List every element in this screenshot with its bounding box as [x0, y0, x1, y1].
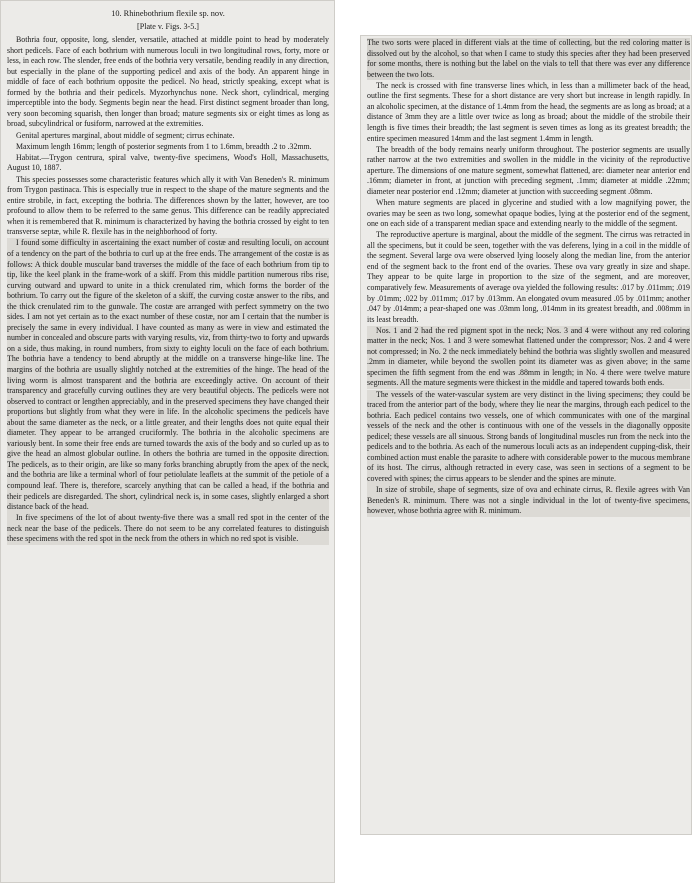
conclusion-paragraph: In size of strobile, shape of segments, size of ova and echinate cirrus, R. flexile agrees with Van Beneden's R. minimum. There was not a single individual in the lot of twenty-five specimens, however, whose bothria agree with R. minimum.	[367, 485, 690, 516]
genital-apertures-paragraph: Genital apertures marginal, about middle of segment; cirrus echinate.	[16, 130, 235, 140]
specimens-paragraph: Nos. 1 and 2 had the red pigment spot in the neck; Nos. 3 and 4 were without any red coloring matter in the neck; Nos. 1 and 3 were somewhat flattened under the compressor; Nos. 2 and 4 were not compressed; in No. 2 the neck immediately behind the bothria was slightly swollen and measured .2mm in diameter, while beyond the swollen point its diameter was as given above; in the same specimen the fifth segment from the end was .88mm in length; in No. 4 there were twelve mature segments. All the mature segments were thickest in the middle and tapered towards both ends.	[367, 325, 690, 388]
left-page-text-column	[7, 7, 329, 879]
species-heading: 10. Rhinebothrium flexile sp. nov.	[111, 9, 225, 18]
habitat-paragraph: Habitat.—Trygon centrura, spiral valve, twenty-five specimens, Wood's Holl, Massachusetts, August 10, 1887.	[7, 152, 329, 173]
reproductive-aperture-paragraph: The reproductive aperture is marginal, about the middle of the segment. The cirrus was retracted in all the specimens, but it could be seen, together with the vas deferens, lying in a coil in the middle of the segment. Several large ova were observed lying loosely along the median line, from the anterior end of the segment back to the front end of the ovaries. These ova vary greatly in size and shape. They appear to be quite large in proportion to the size of the segment, and are moreover, comparatively few. Measurements of average ova yielded the following results: .017 by .011mm; .019 by .01mm; .022 by .011mm; .017 by .013mm. An elongated ovum measured .05 by .011mm; another .047 by .014mm; a pear-shaped one was .03mm long, .014mm in its greatest breadth, and .008mm in its least breadth.	[367, 230, 690, 324]
right-page-scan	[360, 35, 692, 835]
ovaries-paragraph: When mature segments are placed in glycerine and studied with a low magnifying power, the ovaries may be seen as two long, somewhat opaque bodies, lying at the posterior end of the segment, one on each side of a transparent median space and extending nearly to the middle of the segment.	[367, 197, 690, 229]
neck-segments-paragraph: The neck is crossed with fine transverse lines which, in less than a millimeter back of the head, outline the first segments. These for a short distance are very short but increase in length rapidly. In an alcoholic specimen, at the distance of 1.4mm from the head, the segments are as long as broad; at a distance of 3mm they are a little over twice as long as broad; about the middle of the strobile their length is five times their breadth; the last segment is seven times as long as its greatest breadth; the entire specimen measured 14mm and the last segment 1.4mm in length.	[367, 80, 690, 143]
measurements-paragraph: Maximum length 16mm; length of posterior segments from 1 to 1.6mm, breadth .2 to .32mm.	[16, 141, 312, 151]
comparison-paragraph: This species possesses some characteristic features which ally it with Van Beneden's R. minimum from Trygon pastinaca. This is especially true in respect to the shape of the mature segments and the entire strobile, in fact, excepting the bothria. The differences shown by the latter, however, are too profound to allow them to be referred to the same genus. This difference can be readily appreciated when it is remembered that R. minimum is characterized by having the bothria crossed by eight to ten transverse septæ, while R. flexile has in the neighborhood of forty.	[7, 174, 329, 237]
costae-paragraph: I found some difficulty in ascertaining the exact number of costæ and resulting loculi, on account of a tendency on the part of the bothria to curl up at the free ends. The arrangement of the costæ is as follows: A thick double muscular band traverses the middle of the face of each bothrium from tip to tip, like the keel plank in the frame-work of a skiff. From this middle partition numerous ribs rise, curving outward and upward to unite in a thick crenulated rim, which forms the border of the bothrium. To carry out the figure of the skeleton of a skiff, the curving costæ answer to the ribs, and the thick crenulated rim to the gunwale. The costæ are arranged with perfect symmetry on the two sides. I am not yet certain as to the exact number of these costæ, nor am I certain that the number is precisely the same in every individual. I have counted as many as were in view and estimated the number in concealed and obscure parts with varying results, viz, from thirty-two to forty and upwards on a side, thus making, in round numbers, from sixty to eighty loculi on the face of each bothrium. The bothria have a tendency to bend abruptly at the middle on a transverse hinge-like line. The margins of the bothria are usually slightly notched at the extremities of the hinge. The head of the living worm is almost transparent and the bothria are exceedingly active. On account of their transparency and gracefully curving outlines they are very beautiful objects. The pedicels were not observed to contract or lengthen appreciably, and in the preserved specimens they have changed their proportions but slightly from what they were in life. In the alcoholic specimens the pedicels have about the same diameter as the neck, or a little greater, and their lengths does not quite equal their diameter. They appear to be arranged cruciformly. The bothria in the alcoholic specimens are variously bent. In some their free ends are turned towards the axis of the body and so curled up as to give the head an almost globular outline. In others the bothria are turned in the opposite direction. The pedicels, as to their origin, are like so many forks branching abruptly from the apex of the neck, and the bothria are like a terminal whorl of four petiolulate leaflets at the summit of the petiole of a compound leaf. There is, therefore, scarcely anything that can be called a head, if the bothria and their pedicels are disregarded. The short, cylindrical neck is, in some cases, slightly enlarged a short distance back of the head.	[7, 238, 329, 512]
red-spot-paragraph: In five specimens of the lot of about twenty-five there was a small red spot in the center of the neck near the base of the pedicels. There do not seem to be any correlated features to distinguish these specimens with the red spot in the neck from the others in which no red spot is visible.	[7, 513, 329, 544]
description-paragraph: Bothria four, opposite, long, slender, versatile, attached at middle point to head by moderately short pedicels. Face of each bothrium with numerous loculi in two longitudinal rows, forty, more or less, in each row. The slender, free ends of the bothria very versatile, bending readily in any direction, but especially in the plane of the supporting pedicel and axis of the body. An apparent hinge in middle of face of each bothrium opposite the pedicel. No head, strictly speaking, except what is formed by the bothria and their pedicels. Myzorhynchus none. Neck short, cylindrical, merging imperceptible into the body. Segments begin near the head. First distinct segment broader than long, very soon becoming squarish, then longer than broad; mature segments six or eight times as long as broad, subcylindrical or fusiform, narrowed at the extremities.	[7, 35, 329, 129]
body-breadth-paragraph: The breadth of the body remains nearly uniform throughout. The posterior segments are usually rather narrow at the two extremities and swollen in the middle in the vicinity of the reproductive aperture. The dimensions of one mature segment, somewhat flattened, are: diameter near anterior end .16mm; diameter in front, at junction with preceding segment, .1mm; diameter at middle .22mm; diameter near posterior end .12mm; diameter at junction with succeeding segment .08mm.	[367, 144, 690, 196]
water-vascular-paragraph: The vessels of the water-vascular system are very distinct in the living specimens; they could be traced from the anterior part of the body, where they lie near the margins, through each pedicel to the bothria. Each pedicel contains two vessels, one of which communicates with one of the marginal vessels of the neck and the other is continuous with one of the vessels in the diagonally opposite pedicel; these vessels are all sinuous. Strong bands of longitudinal muscles run from the neck into the pedicels and to the bothria. As each of the numerous loculi acts as an independent cupping-disk, their combined action must enable the parasite to adhere with considerable power to the mucous membrane of its host. The cirrus, although retracted in every case, was seen in sections of a segment to be covered with spines; the cirrus appears to be slender and the spines are minute.	[367, 389, 690, 483]
right-page-text-column	[367, 38, 690, 832]
left-page-scan	[0, 0, 335, 883]
vials-paragraph: The two sorts were placed in different vials at the time of collecting, but the red coloring matter is dissolved out by the alcohol, so that when I came to study this species after they had been preserved for some months, there is nothing but the label on the vials to tell that there was ever any difference between the two lots.	[367, 38, 690, 79]
plate-reference: [Plate v. Figs. 3-5.]	[137, 21, 199, 31]
